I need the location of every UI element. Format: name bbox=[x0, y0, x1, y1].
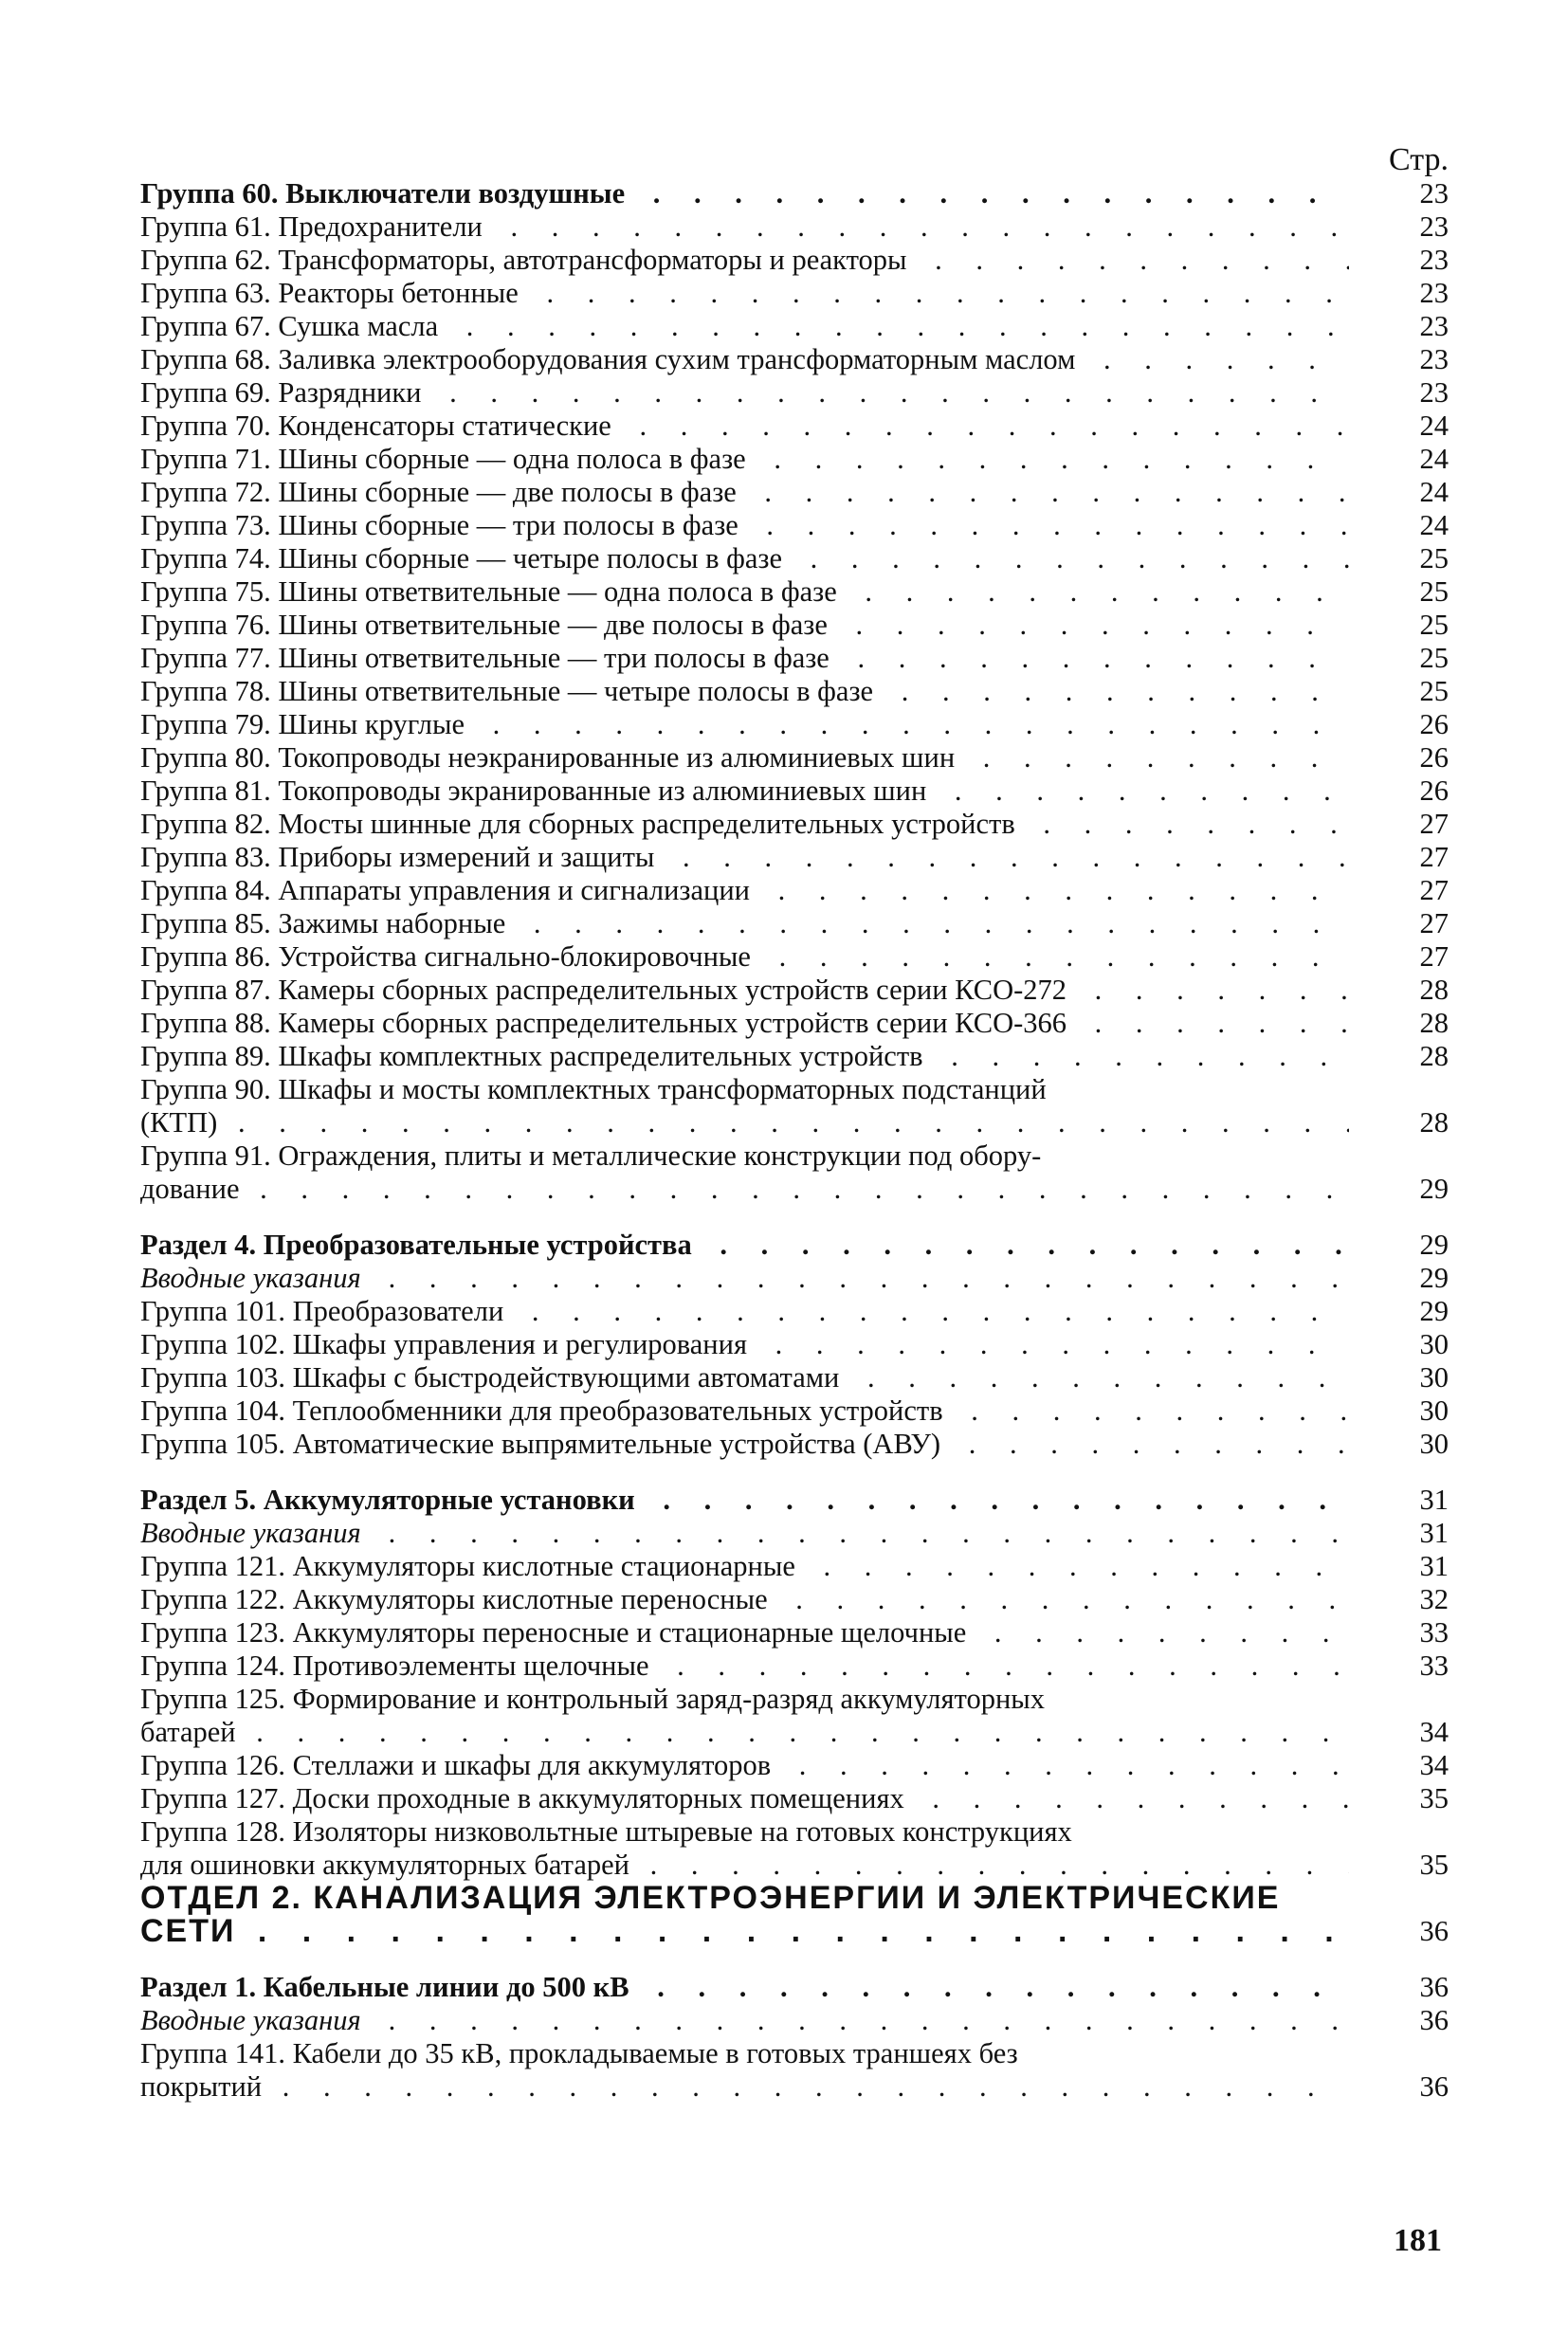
toc-entry-page: 23 bbox=[1419, 310, 1449, 342]
toc-entry bbox=[140, 408, 1449, 441]
toc-entry-title-text: Группа 89. Шкафы комплектных распределительных устройств bbox=[140, 1040, 931, 1072]
table-of-contents bbox=[140, 175, 1449, 2102]
toc-entry-title bbox=[140, 542, 1349, 575]
toc-entry-page: 31 bbox=[1419, 1484, 1449, 1516]
toc-entry bbox=[140, 1359, 1449, 1393]
toc-entry-page: 32 bbox=[1419, 1583, 1449, 1615]
toc-entry-title bbox=[140, 1007, 1349, 1040]
toc-entry-title bbox=[140, 1073, 1349, 1139]
toc-entry bbox=[140, 1260, 1449, 1293]
toc-entry-title bbox=[140, 310, 1349, 343]
toc-entry bbox=[140, 275, 1449, 308]
toc-entry-page: 31 bbox=[1419, 1550, 1449, 1582]
toc-entry-title-text: Группа 63. Реакторы бетонные bbox=[140, 277, 526, 309]
toc-entry-page: 23 bbox=[1419, 343, 1449, 375]
toc-entry-page: 25 bbox=[1419, 575, 1449, 608]
toc-entry-title bbox=[140, 1550, 1349, 1583]
toc-entry-title-text: Группа 79. Шины круглые bbox=[140, 708, 472, 740]
toc-entry-title bbox=[140, 177, 1349, 210]
toc-entry-page: 30 bbox=[1419, 1361, 1449, 1394]
toc-entry-title-text: Группа 102. Шкафы управления и регулирования bbox=[140, 1328, 755, 1360]
toc-entry-title-text: Группа 88. Камеры сборных распределительных устройств серии КСО-366 bbox=[140, 1007, 1074, 1039]
toc-entry-title-text: Вводные указания bbox=[140, 2004, 369, 2036]
toc-entry-page: 35 bbox=[1419, 1782, 1449, 1814]
toc-entry bbox=[140, 1426, 1449, 1459]
toc-entry-page: 29 bbox=[1419, 1262, 1449, 1294]
toc-entry-title-line: Группа 90. Шкафы и мосты комплектных трансформаторных подстанций bbox=[140, 1073, 1047, 1105]
toc-entry-page: 25 bbox=[1419, 642, 1449, 674]
toc-entry-title bbox=[140, 642, 1349, 675]
toc-entry bbox=[140, 474, 1449, 507]
toc-entry-title bbox=[140, 509, 1349, 542]
toc-entry bbox=[140, 1813, 1449, 1880]
toc-entry-page: 29 bbox=[1419, 1229, 1449, 1261]
toc-entry bbox=[140, 1038, 1449, 1071]
toc-entry-title bbox=[140, 1749, 1349, 1782]
toc-entry bbox=[140, 1614, 1449, 1648]
toc-entry-title-text: Группа 104. Теплообменники для преобразовательных устройств bbox=[140, 1394, 951, 1427]
toc-entry-title-text: Группа 85. Зажимы наборные bbox=[140, 907, 513, 939]
toc-entry-page: 25 bbox=[1419, 609, 1449, 641]
toc-entry-title-continuation: для ошиновки аккумуляторных батарей . . . bbox=[140, 1849, 1349, 1882]
toc-entry-title bbox=[140, 675, 1349, 708]
toc-entry-title-text: Группа 76. Шины ответвительные — две полосы в фазе bbox=[140, 609, 835, 641]
toc-entry bbox=[140, 441, 1449, 474]
toc-entry-page: 30 bbox=[1419, 1428, 1449, 1460]
toc-entry bbox=[140, 374, 1449, 408]
toc-entry-page: 24 bbox=[1419, 410, 1449, 442]
toc-entry-title-text: Группа 75. Шины ответвительные — одна полоса в фазе bbox=[140, 575, 845, 608]
toc-entry-title bbox=[140, 775, 1349, 808]
toc-entry-title bbox=[140, 1139, 1349, 1206]
toc-entry-title-text: Группа 68. Заливка электрооборудования сухим трансформаторным маслом bbox=[140, 343, 1083, 375]
toc-entry-title-line: Группа 128. Изоляторы низковольтные штыревые на готовых конструкциях bbox=[140, 1815, 1072, 1848]
toc-entry-title-text: Раздел 1. Кабельные линии до 500 кВ bbox=[140, 1971, 637, 2003]
toc-entry-page: 27 bbox=[1419, 907, 1449, 939]
toc-entry-title bbox=[140, 1583, 1349, 1616]
toc-entry-title-text: Группа 103. Шкафы с быстродействующими автоматами bbox=[140, 1361, 847, 1394]
toc-entry bbox=[140, 1393, 1449, 1426]
toc-entry-title-text: Группа 83. Приборы измерений и защиты bbox=[140, 841, 662, 873]
toc-entry-title-line: ОТДЕЛ 2. КАНАЛИЗАЦИЯ ЭЛЕКТРОЭНЕРГИИ И ЭЛЕКТРИЧЕСКИЕ bbox=[140, 1882, 1281, 1915]
toc-entry-title-text: Группа 105. Автоматические выпрямительные устройства (АВУ) bbox=[140, 1428, 948, 1460]
toc-entry-title-continuation: батарей . . . bbox=[140, 1716, 1349, 1749]
toc-entry-title-text: Группа 62. Трансформаторы, автотрансформаторы и реакторы bbox=[140, 244, 915, 276]
toc-entry-title bbox=[140, 1616, 1349, 1649]
toc-entry-page: 28 bbox=[1419, 1106, 1449, 1139]
toc-entry-page: 30 bbox=[1419, 1394, 1449, 1427]
toc-entry-title bbox=[140, 1428, 1349, 1461]
toc-entry-title bbox=[140, 940, 1349, 974]
toc-entry-page: 24 bbox=[1419, 509, 1449, 541]
toc-entry bbox=[140, 1780, 1449, 1813]
toc-entry-page: 36 bbox=[1419, 2070, 1449, 2103]
toc-entry bbox=[140, 175, 1449, 209]
toc-entry-title bbox=[140, 575, 1349, 609]
toc-entry bbox=[140, 1681, 1449, 1747]
toc-entry-page: 33 bbox=[1419, 1649, 1449, 1682]
toc-entry-title bbox=[140, 974, 1349, 1007]
toc-entry bbox=[140, 1969, 1449, 2002]
toc-entry-title-text: Группа 72. Шины сборные — две полосы в фазе bbox=[140, 476, 744, 508]
toc-entry bbox=[140, 2002, 1449, 2035]
toc-entry-page: 30 bbox=[1419, 1328, 1449, 1360]
toc-entry-title-text: Группа 127. Доски проходные в аккумуляторных помещениях bbox=[140, 1782, 912, 1814]
toc-entry-page: 36 bbox=[1419, 1915, 1449, 1947]
toc-entry-page: 27 bbox=[1419, 808, 1449, 840]
toc-entry bbox=[140, 209, 1449, 242]
toc-entry bbox=[140, 242, 1449, 275]
toc-entry bbox=[140, 607, 1449, 640]
toc-entry bbox=[140, 1747, 1449, 1780]
toc-entry-title bbox=[140, 1394, 1349, 1428]
toc-entry-page: 28 bbox=[1419, 1007, 1449, 1039]
toc-entry-title bbox=[140, 2004, 1349, 2037]
toc-entry-title bbox=[140, 1649, 1349, 1683]
toc-entry-title-text: Группа 101. Преобразователи bbox=[140, 1295, 511, 1327]
toc-entry bbox=[140, 1548, 1449, 1581]
toc-entry-title bbox=[140, 1683, 1349, 1749]
toc-entry-title bbox=[140, 1484, 1349, 1517]
toc-entry bbox=[140, 640, 1449, 673]
toc-entry bbox=[140, 806, 1449, 839]
toc-entry-title-text: Группа 124. Противоэлементы щелочные bbox=[140, 1649, 657, 1682]
toc-entry-title bbox=[140, 1262, 1349, 1295]
toc-entry-title-text: Вводные указания bbox=[140, 1517, 369, 1549]
toc-entry-title-text: Группа 121. Аккумуляторы кислотные стационарные bbox=[140, 1550, 803, 1582]
toc-entry-title-line: Группа 91. Ограждения, плиты и металлические конструкции под обору- bbox=[140, 1139, 1042, 1172]
toc-entry-title-text: Группа 86. Устройства сигнально-блокировочные bbox=[140, 940, 758, 973]
page-number: 181 bbox=[1394, 2223, 1442, 2258]
toc-entry bbox=[140, 308, 1449, 341]
toc-entry-page: 26 bbox=[1419, 741, 1449, 774]
toc-entry-title bbox=[140, 874, 1349, 907]
toc-entry-page: 23 bbox=[1419, 376, 1449, 409]
toc-entry-page: 26 bbox=[1419, 708, 1449, 740]
toc-entry-title bbox=[140, 210, 1349, 244]
toc-entry-page: 33 bbox=[1419, 1616, 1449, 1649]
toc-entry-page: 34 bbox=[1419, 1716, 1449, 1748]
toc-entry-page: 26 bbox=[1419, 775, 1449, 807]
toc-entry bbox=[140, 773, 1449, 806]
toc-entry-page: 27 bbox=[1419, 841, 1449, 873]
toc-entry-title bbox=[140, 1295, 1349, 1328]
toc-entry-title-text: Раздел 4. Преобразовательные устройства bbox=[140, 1229, 700, 1261]
toc-entry-title-continuation: СЕТИ . . . bbox=[140, 1915, 1349, 1948]
toc-entry bbox=[140, 1293, 1449, 1326]
toc-entry bbox=[140, 1005, 1449, 1038]
toc-entry-title-text: Группа 67. Сушка масла bbox=[140, 310, 446, 342]
toc-entry bbox=[140, 1326, 1449, 1359]
toc-entry bbox=[140, 872, 1449, 905]
toc-entry-page: 29 bbox=[1419, 1173, 1449, 1205]
toc-entry-title-text: Группа 77. Шины ответвительные — три полосы в фазе bbox=[140, 642, 837, 674]
toc-entry-title bbox=[140, 410, 1349, 443]
toc-entry-page: 25 bbox=[1419, 542, 1449, 574]
toc-entry-title bbox=[140, 841, 1349, 874]
toc-entry-page: 27 bbox=[1419, 874, 1449, 906]
toc-entry-title bbox=[140, 1040, 1349, 1073]
toc-entry bbox=[140, 972, 1449, 1005]
toc-entry-page: 23 bbox=[1419, 177, 1449, 210]
toc-entry-page: 24 bbox=[1419, 443, 1449, 475]
toc-entry-title-text: Группа 71. Шины сборные — одна полоса в фазе bbox=[140, 443, 754, 475]
toc-entry-title-text: Группа 81. Токопроводы экранированные из алюминиевых шин bbox=[140, 775, 934, 807]
toc-entry-title-text: Группа 126. Стеллажи и шкафы для аккумуляторов bbox=[140, 1749, 778, 1781]
toc-entry-title bbox=[140, 1815, 1349, 1882]
toc-entry-page: 28 bbox=[1419, 1040, 1449, 1072]
toc-entry-title-text: Группа 80. Токопроводы неэкранированные из алюминиевых шин bbox=[140, 741, 962, 774]
toc-entry bbox=[140, 939, 1449, 972]
toc-entry-title bbox=[140, 476, 1349, 509]
toc-entry bbox=[140, 540, 1449, 574]
toc-entry bbox=[140, 1515, 1449, 1548]
toc-entry bbox=[140, 1648, 1449, 1681]
toc-entry-title-text: Группа 74. Шины сборные — четыре полосы в фазе bbox=[140, 542, 790, 574]
toc-entry-title bbox=[140, 609, 1349, 642]
toc-entry-title bbox=[140, 443, 1349, 476]
toc-entry-title bbox=[140, 1361, 1349, 1394]
toc-entry-title-text: Раздел 5. Аккумуляторные установки bbox=[140, 1484, 643, 1516]
toc-entry-title bbox=[140, 808, 1349, 841]
toc-entry-title-text: Группа 69. Разрядники bbox=[140, 376, 429, 409]
toc-entry-title-text: Группа 122. Аккумуляторы кислотные переносные bbox=[140, 1583, 775, 1615]
toc-entry-title bbox=[140, 1971, 1349, 2004]
toc-entry-title-text: Группа 78. Шины ответвительные — четыре полосы в фазе bbox=[140, 675, 881, 707]
toc-entry bbox=[140, 905, 1449, 939]
toc-entry-page: 25 bbox=[1419, 675, 1449, 707]
toc-entry-title-text: Вводные указания bbox=[140, 1262, 369, 1294]
toc-entry-title bbox=[140, 2037, 1349, 2104]
toc-entry-title-text: Группа 73. Шины сборные — три полосы в фазе bbox=[140, 509, 746, 541]
toc-entry-page: 34 bbox=[1419, 1749, 1449, 1781]
toc-entry bbox=[140, 739, 1449, 773]
toc-entry-page: 23 bbox=[1419, 210, 1449, 243]
toc-entry-title-text: Группа 82. Мосты шинные для сборных распределительных устройств bbox=[140, 808, 1023, 840]
toc-entry bbox=[140, 1880, 1449, 1946]
toc-entry-title-text: Группа 123. Аккумуляторы переносные и стационарные щелочные bbox=[140, 1616, 974, 1649]
toc-entry-title bbox=[140, 1517, 1349, 1550]
toc-entry-title bbox=[140, 708, 1349, 741]
toc-entry-page: 23 bbox=[1419, 244, 1449, 276]
toc-entry-title bbox=[140, 244, 1349, 277]
toc-entry-title bbox=[140, 1328, 1349, 1361]
toc-entry-page: 28 bbox=[1419, 974, 1449, 1006]
toc-entry-page: 31 bbox=[1419, 1517, 1449, 1549]
toc-entry bbox=[140, 341, 1449, 374]
toc-entry-title-continuation: покрытий . . . bbox=[140, 2070, 1349, 2104]
toc-entry-title-text: Группа 84. Аппараты управления и сигнализации bbox=[140, 874, 757, 906]
toc-entry-title bbox=[140, 277, 1349, 310]
toc-entry bbox=[140, 706, 1449, 739]
toc-entry bbox=[140, 1138, 1449, 1204]
toc-entry-title bbox=[140, 1229, 1349, 1262]
toc-entry bbox=[140, 1581, 1449, 1614]
toc-entry bbox=[140, 1482, 1449, 1515]
toc-entry bbox=[140, 673, 1449, 706]
toc-entry-title-text: Группа 61. Предохранители bbox=[140, 210, 490, 243]
toc-entry-title bbox=[140, 1782, 1349, 1815]
toc-entry-page: 24 bbox=[1419, 476, 1449, 508]
toc-entry-page: 36 bbox=[1419, 1971, 1449, 2003]
toc-entry-title bbox=[140, 376, 1349, 410]
toc-entry bbox=[140, 1227, 1449, 1260]
toc-entry-title-text: Группа 87. Камеры сборных распределительных устройств серии КСО-272 bbox=[140, 974, 1074, 1006]
toc-entry-title-continuation: дование . . . bbox=[140, 1173, 1349, 1206]
toc-entry bbox=[140, 839, 1449, 872]
toc-entry-page: 23 bbox=[1419, 277, 1449, 309]
toc-entry-page: 35 bbox=[1419, 1849, 1449, 1881]
toc-entry-page: 29 bbox=[1419, 1295, 1449, 1327]
toc-entry-page: 27 bbox=[1419, 940, 1449, 973]
toc-entry-title-continuation: (КТП) . . . bbox=[140, 1106, 1349, 1139]
toc-entry-title bbox=[140, 343, 1349, 376]
toc-entry-title-text: Группа 60. Выключатели воздушные bbox=[140, 177, 632, 210]
toc-entry-title-line: Группа 125. Формирование и контрольный заряд-разряд аккумуляторных bbox=[140, 1683, 1046, 1715]
toc-entry bbox=[140, 2035, 1449, 2102]
toc-entry bbox=[140, 574, 1449, 607]
toc-entry-title-text: Группа 70. Конденсаторы статические bbox=[140, 410, 619, 442]
toc-entry-title bbox=[140, 1882, 1349, 1948]
toc-entry-title bbox=[140, 741, 1349, 775]
toc-entry bbox=[140, 1071, 1449, 1138]
toc-entry-page: 36 bbox=[1419, 2004, 1449, 2036]
page-column-label: Стр. bbox=[1389, 142, 1449, 177]
toc-entry-title-line: Группа 141. Кабели до 35 кВ, прокладываемые в готовых траншеях без bbox=[140, 2037, 1018, 2069]
toc-entry bbox=[140, 507, 1449, 540]
toc-entry-title bbox=[140, 907, 1349, 940]
